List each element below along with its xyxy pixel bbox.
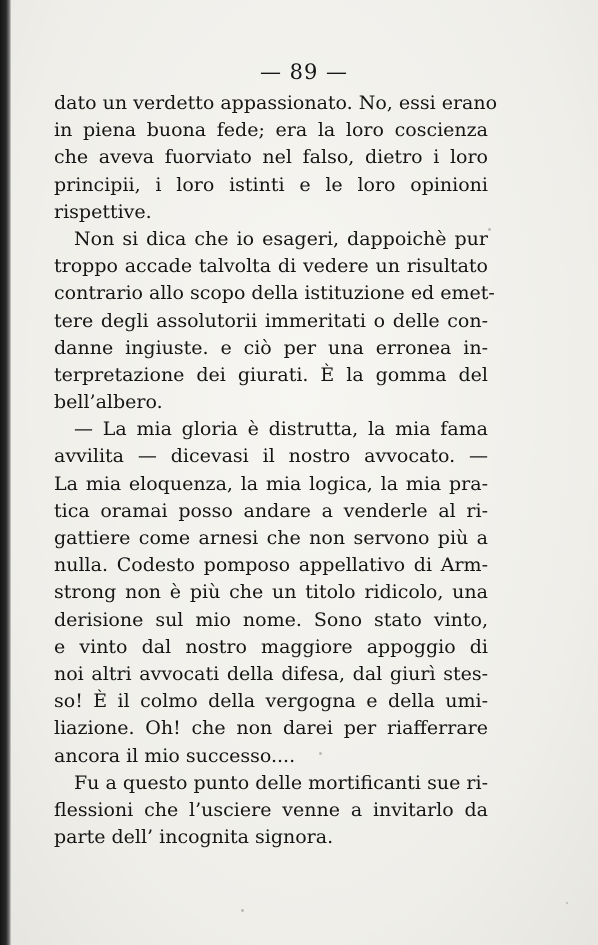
text-line: liazione. Oh! che non darei per riafferrare: [54, 717, 488, 740]
text-line: derisione sul mio nome. Sono stato vinto,: [54, 608, 488, 631]
text-line: Fu a questo punto delle mortificanti sue ri-: [74, 771, 488, 794]
text-line: bell’albero.: [54, 391, 163, 414]
paper-speck: [566, 902, 568, 904]
text-line: principii, i loro istinti e le loro opinioni: [54, 173, 488, 196]
text-line: La mia eloquenza, la mia logica, la mia pra-: [54, 472, 488, 495]
text-line: che aveva fuorviato nel falso, dietro i loro: [54, 146, 488, 169]
text-line: strong non è più che un titolo ridicolo, una: [54, 581, 488, 604]
text-line: so! È il colmo della vergogna e della umi-: [54, 690, 488, 713]
text-line: dato un verdetto appassionato. No, essi erano: [54, 92, 498, 114]
body-text: [54, 90, 498, 851]
text-line: flessioni che l’usciere venne a invitarlo da: [54, 798, 488, 821]
text-line: danne ingiuste. e ciò per una erronea in-: [54, 336, 488, 359]
paper-speck: [241, 909, 244, 912]
text-line: noi altri avvocati della difesa, dal giurì stes-: [54, 662, 488, 685]
text-line: tere degli assolutorii immeritati o delle con-: [54, 309, 488, 332]
text-line: avvilita — dicevasi il nostro avvocato. —: [54, 445, 488, 468]
text-line: Non si dica che io esageri, dappoichè pur: [74, 227, 488, 250]
text-line: parte dell’ incognita signora.: [54, 826, 334, 849]
binding-edge: [0, 0, 11, 945]
text-line: ancora il mio successo....: [54, 744, 296, 767]
text-line: rispettive.: [54, 200, 152, 223]
text-line: contrario allo scopo della istituzione ed emet-: [54, 282, 495, 305]
text-line: terpretazione dei giurati. È la gomma del: [54, 363, 488, 386]
text-line: troppo accade talvolta di vedere un risultato: [54, 255, 488, 278]
text-line: e vinto dal nostro maggiore appoggio di: [54, 635, 488, 658]
paper-speck: [319, 752, 322, 755]
text-line: tica oramai posso andare a venderle al ri-: [54, 499, 488, 522]
text-line: nulla. Codesto pomposo appellativo di Arm-: [54, 554, 488, 577]
text-line: gattiere come arnesi che non servono più a: [54, 527, 488, 549]
text-line: in piena buona fede; era la loro coscienza: [54, 119, 488, 142]
page-number: — 89 —: [259, 60, 349, 84]
paper-speck: [488, 228, 491, 231]
text-line: — La mia gloria è distrutta, la mia fama: [74, 418, 488, 441]
